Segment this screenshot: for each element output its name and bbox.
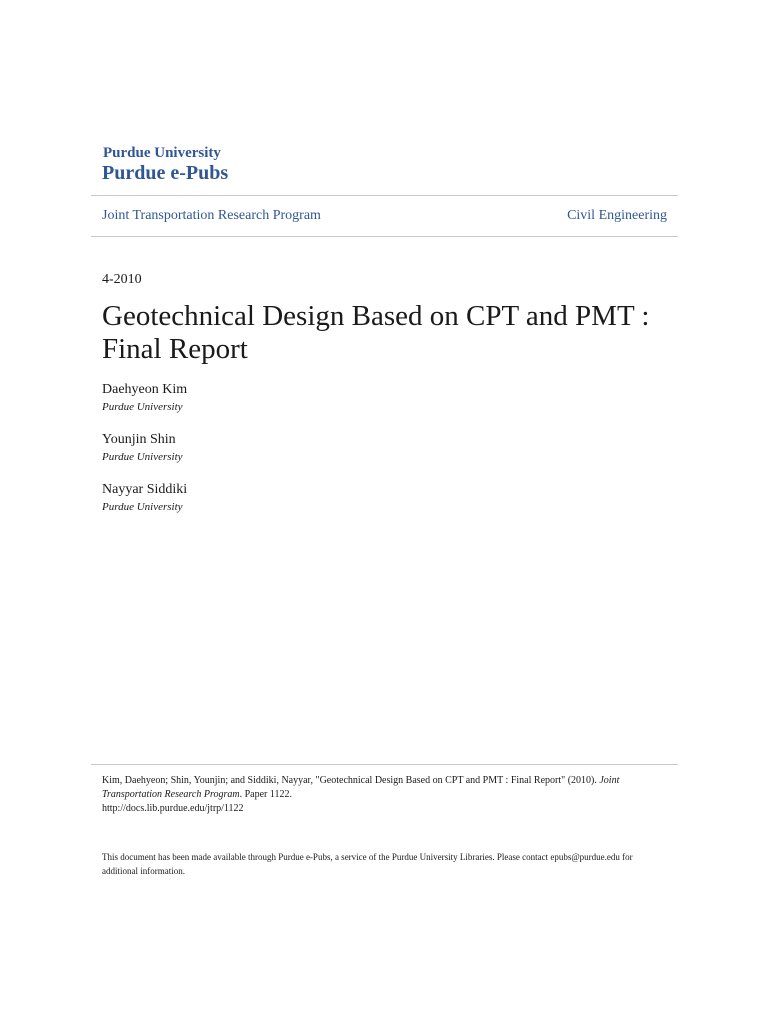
divider-citation [91, 764, 678, 765]
citation-url[interactable]: http://docs.lib.purdue.edu/jtrp/1122 [102, 803, 244, 814]
institution-name[interactable]: Purdue University [103, 145, 221, 161]
publication-date: 4-2010 [102, 272, 142, 287]
citation-journal: Joint Transportation Research Program [102, 775, 620, 800]
citation-paper-number: . Paper 1122. [239, 789, 293, 800]
paper-title: Geotechnical Design Based on CPT and PMT : Final Report [102, 300, 650, 365]
citation-text: Kim, Daehyeon; Shin, Younjin; and Siddiki, Nayyar, "Geotechnical Design Based on CPT and PMT : Final Report" (2010). [102, 775, 600, 786]
author-affiliation: Purdue University [102, 451, 183, 463]
author-name: Younjin Shin [102, 432, 176, 447]
availability-notice: This document has been made available through Purdue e-Pubs, a service of the Purdue University Libraries. Please contact epubs@purdue.edu for additional information. [102, 852, 633, 876]
repository-name[interactable]: Purdue e-Pubs [102, 162, 229, 184]
author-name: Nayyar Siddiki [102, 482, 188, 497]
author-affiliation: Purdue University [102, 501, 183, 513]
author-affiliation: Purdue University [102, 401, 183, 413]
divider-top [91, 195, 678, 196]
author-name: Daehyeon Kim [102, 382, 188, 397]
department-link[interactable]: Civil Engineering [567, 208, 667, 223]
citation-block [102, 774, 668, 816]
program-link[interactable]: Joint Transportation Research Program [102, 208, 321, 223]
divider-nav [91, 236, 678, 237]
